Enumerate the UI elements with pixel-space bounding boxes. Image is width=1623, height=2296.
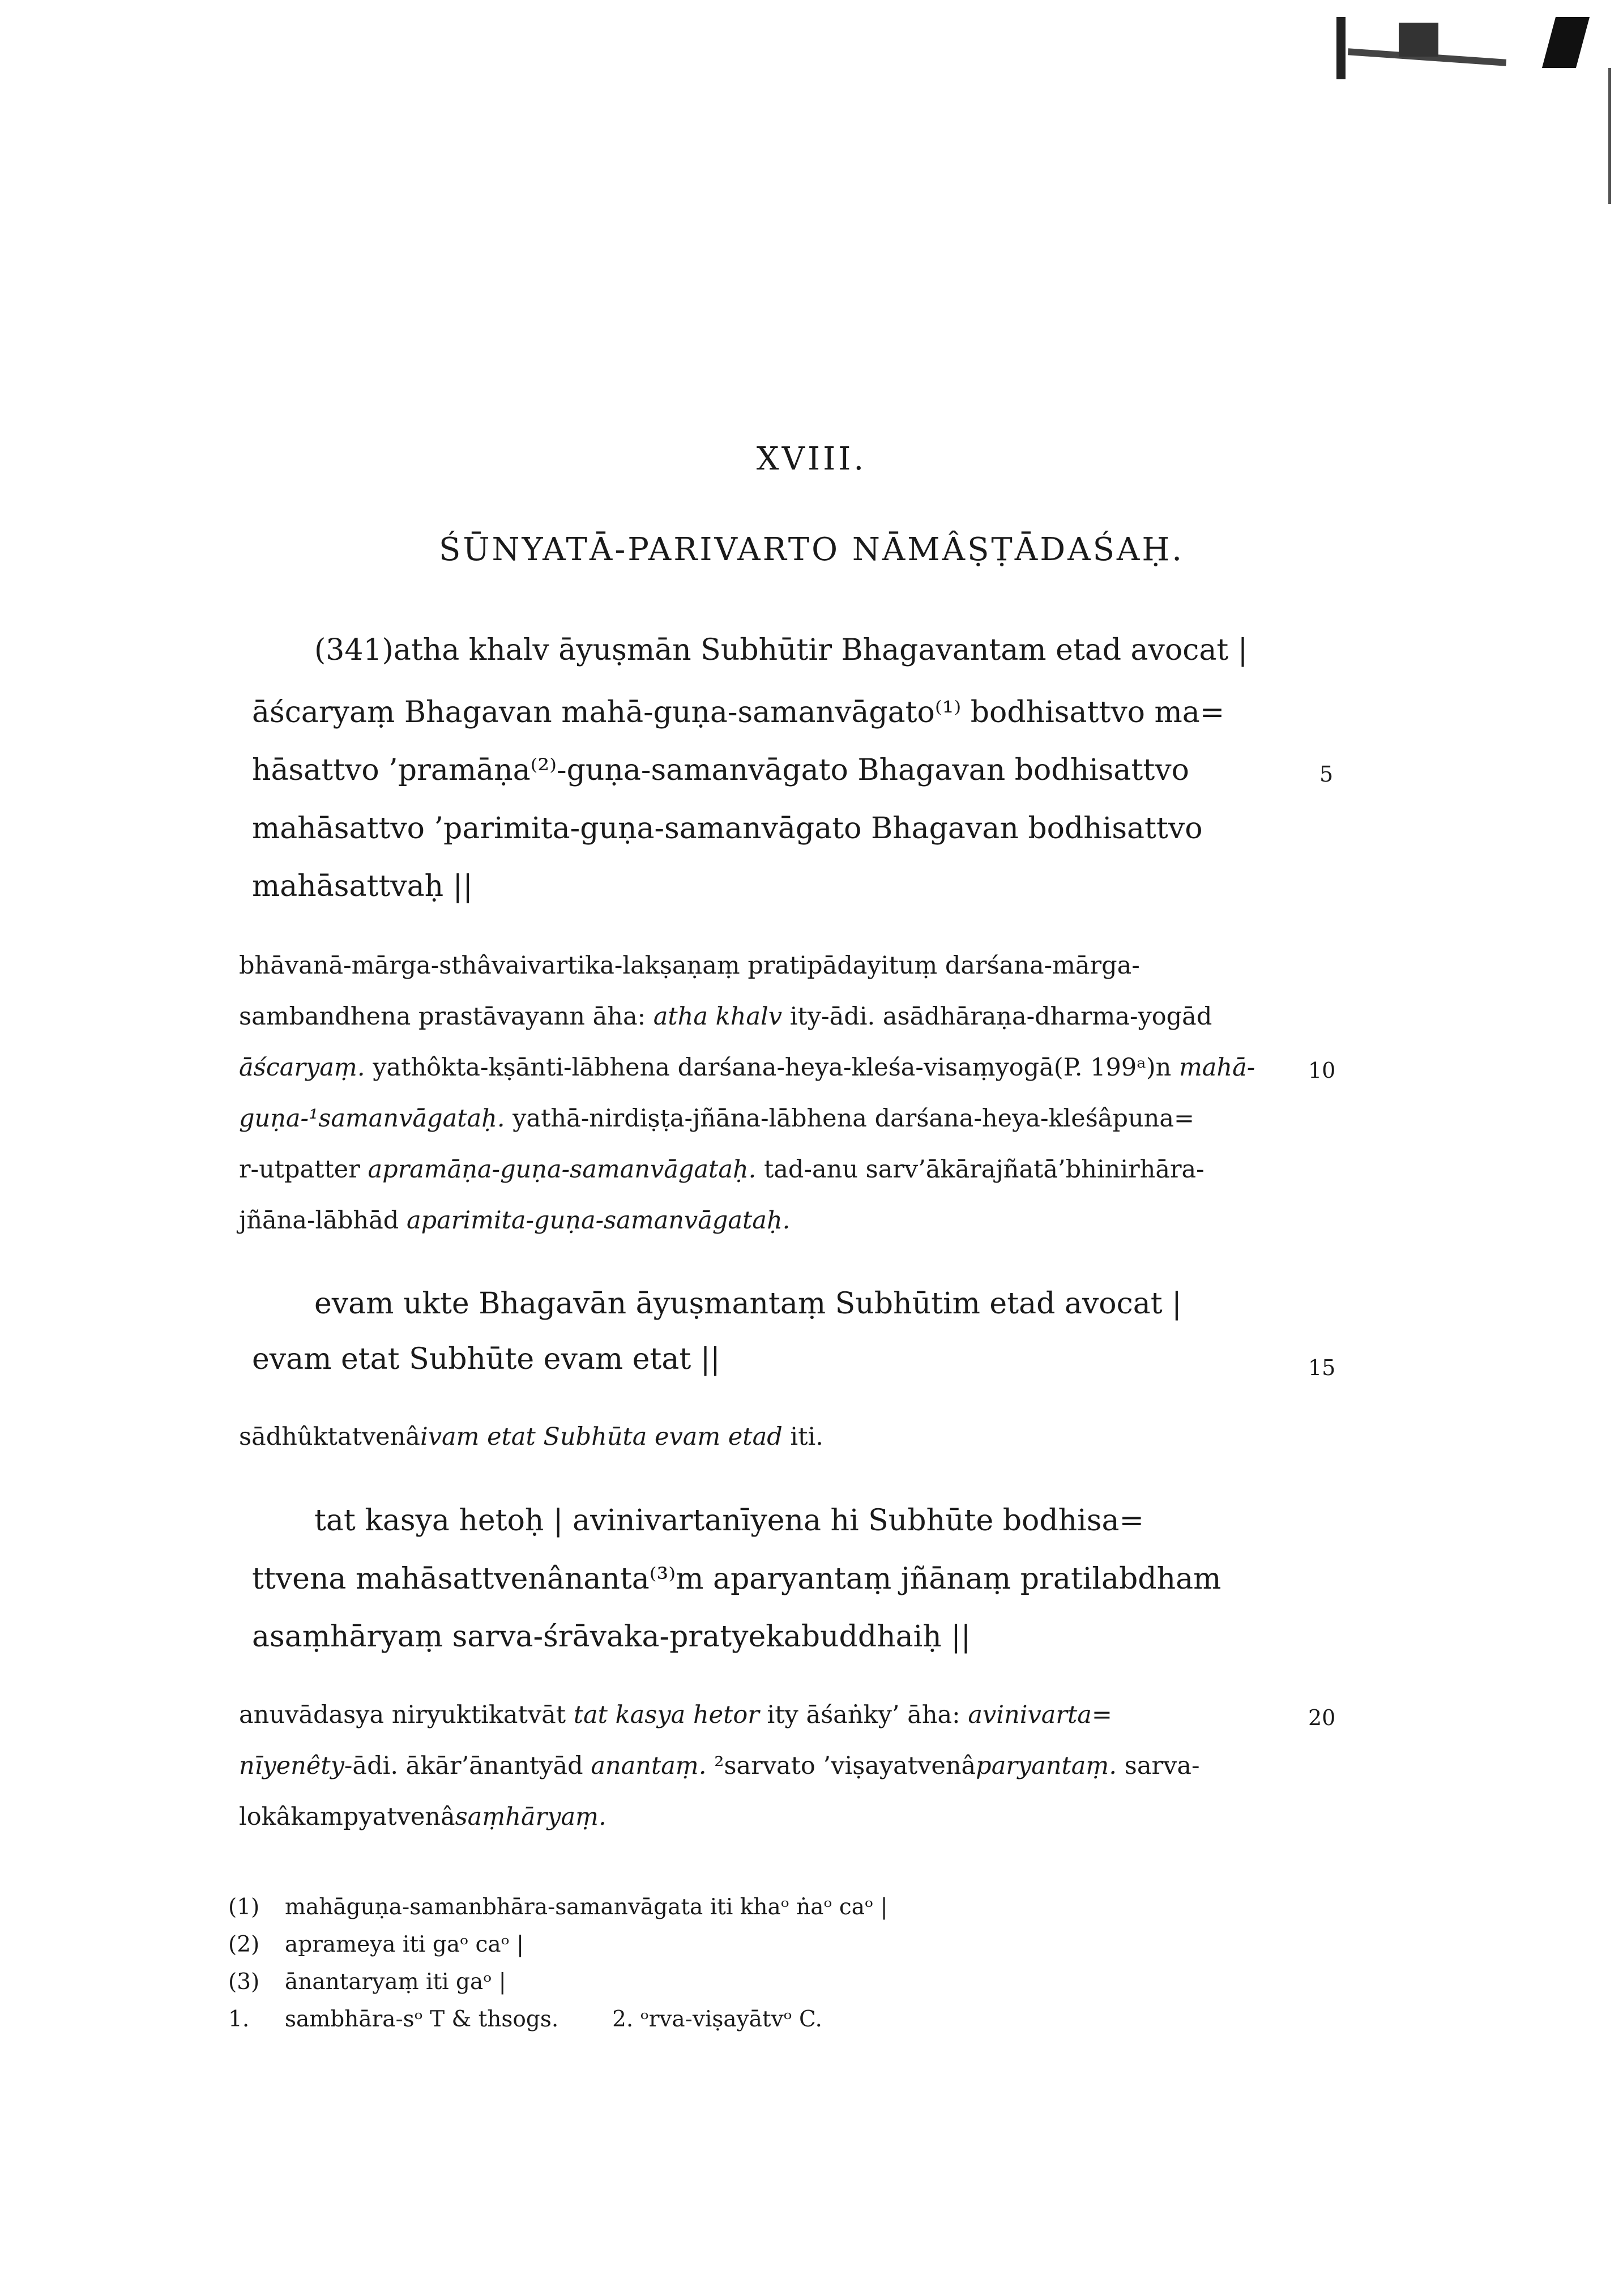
footnote-number: (2) bbox=[228, 1932, 260, 1957]
commentary-text: sādhûktatvenâ bbox=[239, 1423, 420, 1451]
text-line: evam ukte Bhagavān āyuṣmantaṃ Subhūtim etad avocat | bbox=[314, 1287, 1182, 1321]
scan-edge-mark bbox=[1336, 17, 1346, 79]
commentary-text: bhāvanā-mārga-sthâvaivartika-lakṣaṇaṃ pratipādayituṃ darśana-mārga- bbox=[239, 951, 1140, 980]
commentary-text: lokâkampyatvenâ bbox=[239, 1803, 455, 1831]
commentary-line bbox=[239, 1701, 1112, 1729]
lemma: nīyenêty bbox=[239, 1752, 344, 1780]
lemma: guṇa-¹samanvāgataḥ. bbox=[239, 1104, 505, 1133]
commentary-text: -ādi. ākār’ānantyād bbox=[344, 1752, 591, 1780]
footnote-text: ᵒrva-viṣayātvᵒ C. bbox=[640, 2007, 822, 2032]
text-line: hāsattvo ’pramāṇa⁽²⁾-guṇa-samanvāgato Bhagavan bodhisattvo bbox=[252, 753, 1189, 787]
lemma: anantaṃ. bbox=[591, 1752, 707, 1780]
commentary-text: ity āśaṅky’ āha: bbox=[759, 1701, 968, 1729]
text-line: (341)atha khalv āyuṣmān Subhūtir Bhagavantam etad avocat | bbox=[314, 633, 1248, 667]
commentary-line bbox=[239, 951, 1140, 980]
footnote-number: 2. bbox=[612, 2007, 634, 2032]
scan-edge-mark bbox=[1399, 23, 1438, 57]
commentary-line bbox=[239, 1752, 1199, 1780]
lemma: atha khalv bbox=[653, 1002, 783, 1031]
lemma: āścaryaṃ. bbox=[239, 1053, 365, 1082]
commentary-line bbox=[239, 1104, 1194, 1133]
text-line: ttvena mahāsattvenânanta⁽³⁾m aparyantaṃ jñānaṃ pratilabdham bbox=[252, 1562, 1221, 1596]
text-line: evam etat Subhūte evam etat || bbox=[252, 1342, 720, 1376]
footnote-number: 1. bbox=[228, 2007, 250, 2032]
commentary-text: tad-anu sarv’ākārajñatā’bhinirhāra- bbox=[756, 1155, 1205, 1184]
text-line: tat kasya hetoḥ | avinivartanīyena hi Subhūte bodhisa= bbox=[314, 1504, 1144, 1538]
footnote-text: aprameya iti gaᵒ caᵒ | bbox=[285, 1932, 524, 1957]
lemma: saṃhāryaṃ. bbox=[455, 1803, 607, 1831]
commentary-text: yathôkta-kṣānti-lābhena darśana-heya-kleśa-visaṃyogā(P. 199ᵃ)n bbox=[365, 1053, 1179, 1082]
lemma: mahā- bbox=[1178, 1053, 1255, 1082]
commentary-text: ²sarvato ’viṣayatvenâ bbox=[706, 1752, 976, 1780]
footnote-number: (1) bbox=[228, 1894, 260, 1920]
lemma: tat kasya hetor bbox=[573, 1701, 759, 1729]
footnote bbox=[228, 1894, 888, 1920]
lemma: paryantaṃ. bbox=[976, 1752, 1117, 1780]
footnote-text: sambhāra-sᵒ T & thsogs. bbox=[285, 2007, 559, 2032]
commentary-line bbox=[239, 1155, 1205, 1184]
commentary-line bbox=[239, 1206, 790, 1235]
lemma: ivam etat Subhūta evam etad bbox=[420, 1423, 783, 1451]
line-number: 15 bbox=[1308, 1355, 1336, 1380]
footnote-number: (3) bbox=[228, 1969, 260, 1995]
commentary-text: ity-ādi. asādhāraṇa-dharma-yogād bbox=[782, 1002, 1212, 1031]
commentary-text: anuvādasya niryuktikatvāt bbox=[239, 1701, 574, 1729]
text-line: asaṃhāryaṃ sarva-śrāvaka-pratyekabuddhaiḥ || bbox=[252, 1620, 971, 1654]
scan-edge-mark bbox=[1542, 17, 1590, 68]
commentary-text: iti. bbox=[782, 1423, 823, 1451]
footnote-text: ānantaryaṃ iti gaᵒ | bbox=[285, 1969, 506, 1995]
footnote-text: mahāguṇa-samanbhāra-samanvāgata iti khaᵒ ṅaᵒ caᵒ | bbox=[285, 1894, 888, 1920]
lemma: apramāṇa-guṇa-samanvāgataḥ. bbox=[368, 1155, 757, 1184]
commentary-line bbox=[239, 1423, 823, 1451]
commentary-text: sambandhena prastāvayann āha: bbox=[239, 1002, 654, 1031]
footnote bbox=[228, 2007, 822, 2032]
chapter-title: ŚŪNYATĀ-PARIVARTO NĀMÂṢṬĀDAŚAḤ. bbox=[438, 531, 1185, 568]
footnote bbox=[228, 1932, 524, 1957]
commentary-line bbox=[239, 1002, 1212, 1031]
lemma: avinivarta= bbox=[968, 1701, 1112, 1729]
text-line: mahāsattvaḥ || bbox=[252, 869, 473, 903]
commentary-text: sarva- bbox=[1117, 1752, 1200, 1780]
commentary-text: r-utpatter bbox=[239, 1155, 368, 1184]
lemma: aparimita-guṇa-samanvāgataḥ. bbox=[406, 1206, 791, 1235]
commentary-line bbox=[239, 1053, 1255, 1082]
commentary-line bbox=[239, 1803, 607, 1831]
footnote bbox=[228, 1969, 506, 1995]
commentary-text: yathā-nirdiṣṭa-jñāna-lābhena darśana-heya-kleśâpuna= bbox=[505, 1104, 1195, 1133]
line-number: 5 bbox=[1319, 762, 1334, 787]
scan-edge-mark bbox=[1608, 68, 1611, 204]
line-number: 10 bbox=[1308, 1058, 1336, 1083]
chapter-number: XVIII. bbox=[756, 441, 867, 477]
line-number: 20 bbox=[1308, 1705, 1336, 1730]
text-line: mahāsattvo ’parimita-guṇa-samanvāgato Bhagavan bodhisattvo bbox=[252, 812, 1203, 846]
text-line: āścaryaṃ Bhagavan mahā-guṇa-samanvāgato⁽¹⁾ bodhisattvo ma= bbox=[252, 695, 1225, 729]
commentary-text: jñāna-lābhād bbox=[239, 1206, 407, 1235]
